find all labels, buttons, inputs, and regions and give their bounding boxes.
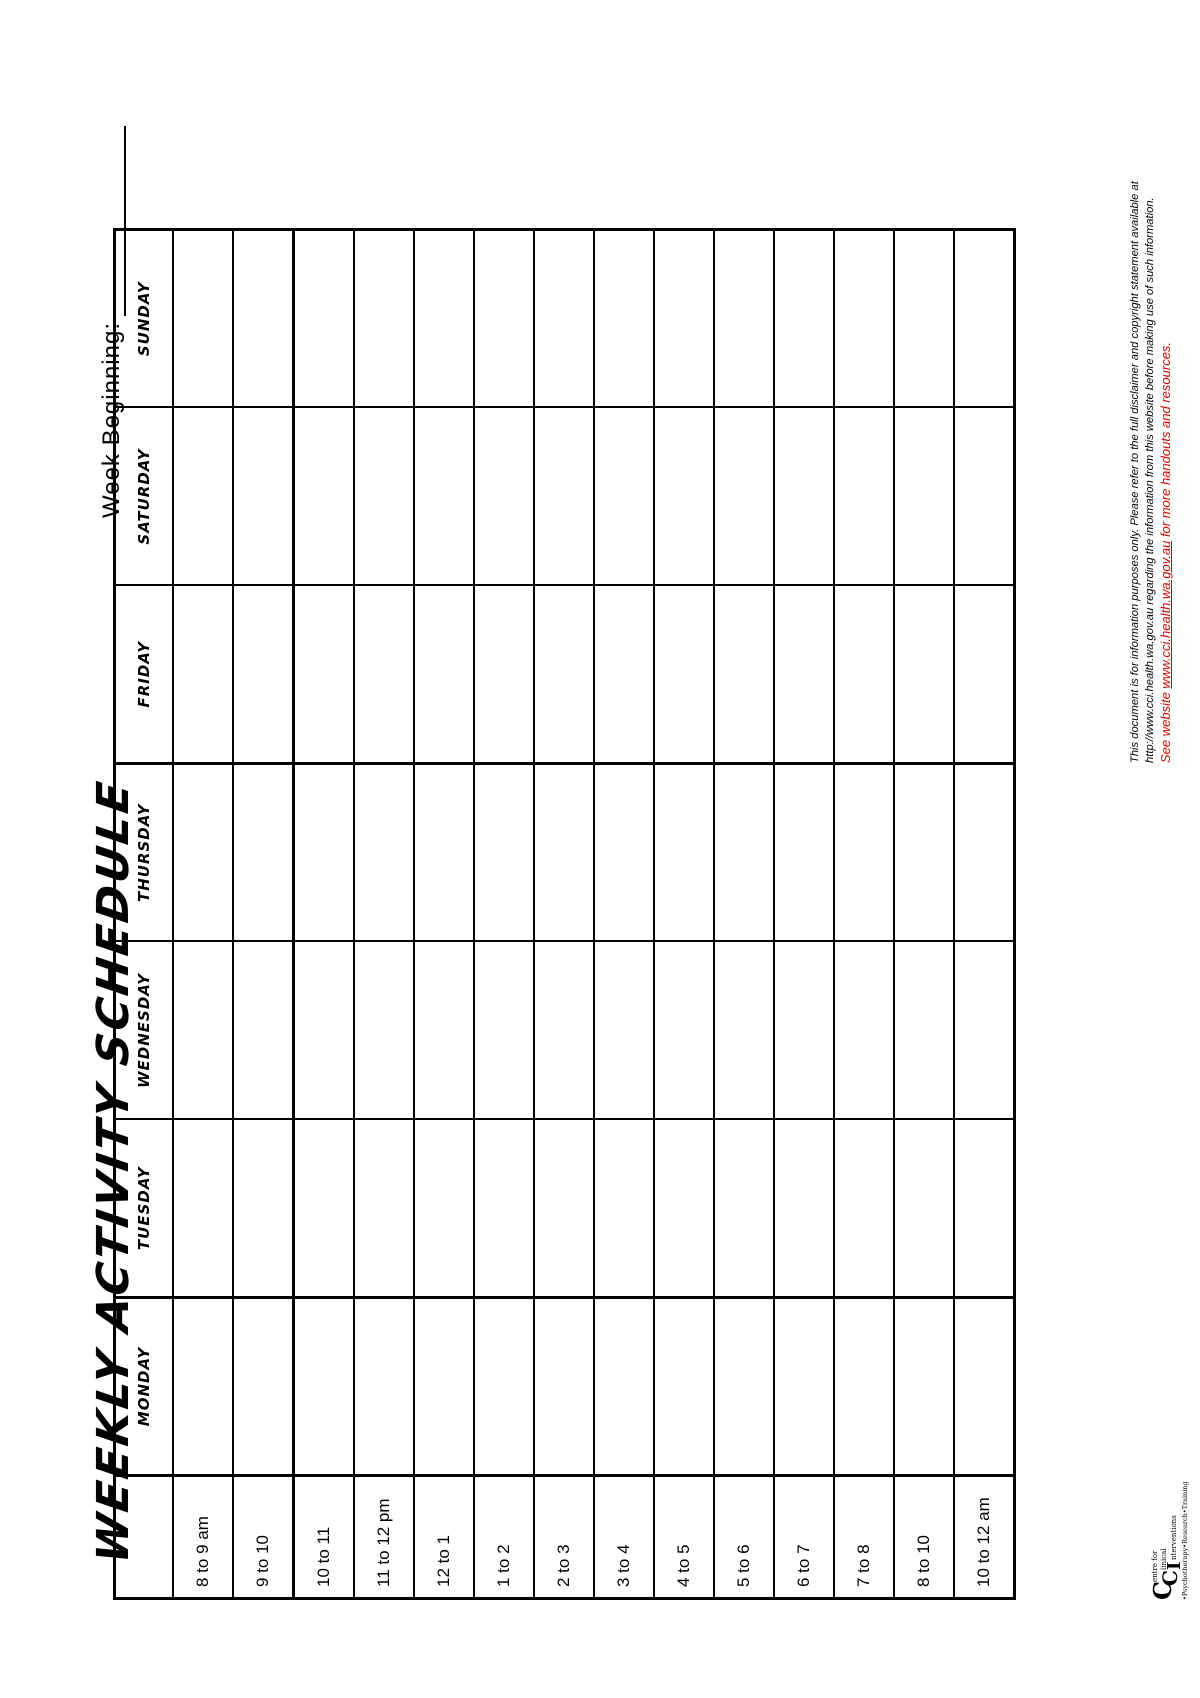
schedule-cell-monday[interactable] — [294, 1298, 355, 1476]
schedule-cell-wednesday[interactable] — [414, 942, 474, 1120]
schedule-cell-tuesday[interactable] — [834, 1120, 894, 1298]
schedule-cell-monday[interactable] — [474, 1298, 534, 1476]
schedule-cell-sunday[interactable] — [294, 230, 355, 408]
time-row — [354, 230, 414, 1599]
logo-c2-text: linical — [1160, 1548, 1168, 1570]
day-header-row — [115, 230, 174, 1599]
day-header-friday: FRIDAY — [115, 586, 174, 764]
schedule-cell-wednesday[interactable] — [594, 942, 654, 1120]
time-row — [534, 230, 594, 1599]
schedule-cell-tuesday[interactable] — [354, 1120, 414, 1298]
schedule-cell-saturday[interactable] — [294, 408, 355, 586]
time-row — [774, 230, 834, 1599]
time-row — [954, 230, 1015, 1599]
schedule-cell-saturday[interactable] — [233, 408, 294, 586]
schedule-cell-thursday[interactable] — [894, 764, 954, 942]
schedule-cell-tuesday[interactable] — [534, 1120, 594, 1298]
time-row — [654, 230, 714, 1599]
schedule-cell-tuesday[interactable] — [474, 1120, 534, 1298]
logo-tagline: •Psychotherapy•Research•Training — [1181, 1481, 1189, 1600]
schedule-cell-sunday[interactable] — [354, 230, 414, 408]
time-slot-label: 1 to 2 — [474, 1476, 534, 1599]
schedule-cell-friday[interactable] — [414, 586, 474, 764]
time-slot-label: 9 to 10 — [233, 1476, 294, 1599]
disclaimer-line-2: http://www.cci.health.wa.gov.au regarding the information from this website before making use of such information. — [1144, 197, 1156, 763]
schedule-cell-saturday[interactable] — [414, 408, 474, 586]
time-row — [714, 230, 774, 1599]
schedule-cell-monday[interactable] — [414, 1298, 474, 1476]
disclaimer-footer — [1128, 63, 1173, 763]
schedule-cell-wednesday[interactable] — [834, 942, 894, 1120]
schedule-cell-sunday[interactable] — [173, 230, 233, 408]
schedule-cell-tuesday[interactable] — [173, 1120, 233, 1298]
schedule-cell-wednesday[interactable] — [894, 942, 954, 1120]
time-row — [834, 230, 894, 1599]
schedule-cell-monday[interactable] — [534, 1298, 594, 1476]
schedule-cell-wednesday[interactable] — [534, 942, 594, 1120]
time-row — [594, 230, 654, 1599]
schedule-cell-wednesday[interactable] — [954, 942, 1015, 1120]
schedule-table — [113, 228, 1016, 1600]
schedule-cell-friday[interactable] — [834, 586, 894, 764]
schedule-cell-friday[interactable] — [354, 586, 414, 764]
schedule-cell-thursday[interactable] — [654, 764, 714, 942]
schedule-cell-thursday[interactable] — [954, 764, 1015, 942]
schedule-cell-saturday[interactable] — [594, 408, 654, 586]
schedule-cell-saturday[interactable] — [714, 408, 774, 586]
schedule-cell-wednesday[interactable] — [354, 942, 414, 1120]
time-slot-label: 10 to 11 — [294, 1476, 355, 1599]
schedule-cell-sunday[interactable] — [894, 230, 954, 408]
schedule-cell-friday[interactable] — [654, 586, 714, 764]
schedule-cell-monday[interactable] — [774, 1298, 834, 1476]
schedule-cell-saturday[interactable] — [354, 408, 414, 586]
time-slot-label: 8 to 9 am — [173, 1476, 233, 1599]
schedule-cell-tuesday[interactable] — [714, 1120, 774, 1298]
schedule-cell-thursday[interactable] — [414, 764, 474, 942]
disclaimer-line-1: This document is for information purposes only. Please refer to the full disclaimer and copyright statement available at — [1129, 181, 1141, 763]
schedule-cell-tuesday[interactable] — [294, 1120, 355, 1298]
logo-i: I — [1164, 1561, 1185, 1570]
schedule-cell-sunday[interactable] — [233, 230, 294, 408]
schedule-cell-monday[interactable] — [233, 1298, 294, 1476]
schedule-cell-thursday[interactable] — [294, 764, 355, 942]
time-row — [474, 230, 534, 1599]
schedule-cell-saturday[interactable] — [954, 408, 1015, 586]
website-prefix: See website — [1158, 688, 1173, 763]
website-link[interactable]: www.cci.health.wa.gov.au — [1158, 540, 1173, 689]
schedule-cell-friday[interactable] — [233, 586, 294, 764]
day-header-wednesday: WEDNESDAY — [115, 942, 174, 1120]
time-slot-label: 5 to 6 — [714, 1476, 774, 1599]
schedule-cell-thursday[interactable] — [233, 764, 294, 942]
schedule-cell-saturday[interactable] — [654, 408, 714, 586]
schedule-cell-tuesday[interactable] — [414, 1120, 474, 1298]
schedule-cell-friday[interactable] — [173, 586, 233, 764]
schedule-cell-tuesday[interactable] — [894, 1120, 954, 1298]
schedule-cell-thursday[interactable] — [714, 764, 774, 942]
schedule-cell-friday[interactable] — [474, 586, 534, 764]
schedule-cell-thursday[interactable] — [354, 764, 414, 942]
time-slot-label: 10 to 12 am — [954, 1476, 1015, 1599]
schedule-cell-wednesday[interactable] — [173, 942, 233, 1120]
schedule-cell-thursday[interactable] — [834, 764, 894, 942]
schedule-cell-friday[interactable] — [294, 586, 355, 764]
schedule-cell-friday[interactable] — [774, 586, 834, 764]
schedule-cell-monday[interactable] — [834, 1298, 894, 1476]
time-slot-label: 3 to 4 — [594, 1476, 654, 1599]
schedule-cell-friday[interactable] — [714, 586, 774, 764]
schedule-cell-monday[interactable] — [354, 1298, 414, 1476]
time-slot-label: 2 to 3 — [534, 1476, 594, 1599]
schedule-cell-wednesday[interactable] — [474, 942, 534, 1120]
schedule-cell-thursday[interactable] — [474, 764, 534, 942]
schedule-cell-monday[interactable] — [594, 1298, 654, 1476]
schedule-cell-tuesday[interactable] — [233, 1120, 294, 1298]
time-slot-label: 11 to 12 pm — [354, 1476, 414, 1599]
schedule-cell-monday[interactable] — [954, 1298, 1015, 1476]
time-row — [894, 230, 954, 1599]
schedule-cell-saturday[interactable] — [834, 408, 894, 586]
time-row — [173, 230, 233, 1599]
schedule-cell-saturday[interactable] — [534, 408, 594, 586]
schedule-cell-thursday[interactable] — [173, 764, 233, 942]
time-row — [414, 230, 474, 1599]
week-beginning-label: Week Beginning: — [98, 321, 125, 518]
schedule-cell-tuesday[interactable] — [774, 1120, 834, 1298]
schedule-cell-tuesday[interactable] — [654, 1120, 714, 1298]
schedule-cell-friday[interactable] — [534, 586, 594, 764]
logo-c1: C — [1148, 1580, 1177, 1600]
time-slot-label: 8 to 10 — [894, 1476, 954, 1599]
logo-i-text: nterventions — [1170, 1515, 1178, 1560]
schedule-cell-friday[interactable] — [894, 586, 954, 764]
schedule-cell-wednesday[interactable] — [714, 942, 774, 1120]
time-row — [294, 230, 355, 1599]
day-header-thursday: THURSDAY — [115, 764, 174, 942]
day-header-saturday: SATURDAY — [115, 408, 174, 586]
day-header-tuesday: TUESDAY — [115, 1120, 174, 1298]
schedule-cell-sunday[interactable] — [954, 230, 1015, 408]
schedule-cell-wednesday[interactable] — [774, 942, 834, 1120]
schedule-cell-thursday[interactable] — [534, 764, 594, 942]
schedule-cell-saturday[interactable] — [474, 408, 534, 586]
schedule-cell-tuesday[interactable] — [954, 1120, 1015, 1298]
schedule-cell-thursday[interactable] — [774, 764, 834, 942]
schedule-cell-monday[interactable] — [654, 1298, 714, 1476]
schedule-cell-sunday[interactable] — [774, 230, 834, 408]
schedule-cell-monday[interactable] — [173, 1298, 233, 1476]
schedule-cell-sunday[interactable] — [534, 230, 594, 408]
website-suffix: for more handouts and resources. — [1158, 341, 1173, 541]
logo-c2: C — [1158, 1570, 1182, 1586]
day-header-monday: MONDAY — [115, 1298, 174, 1476]
schedule-cell-thursday[interactable] — [594, 764, 654, 942]
time-row — [233, 230, 294, 1599]
schedule-cell-sunday[interactable] — [714, 230, 774, 408]
corner-cell — [115, 1476, 174, 1599]
time-slot-label: 4 to 5 — [654, 1476, 714, 1599]
day-header-sunday: SUNDAY — [115, 230, 174, 408]
schedule-cell-saturday[interactable] — [774, 408, 834, 586]
schedule-cell-friday[interactable] — [954, 586, 1015, 764]
logo-c1-text: entre for — [1151, 1550, 1159, 1582]
schedule-cell-friday[interactable] — [594, 586, 654, 764]
time-slot-label: 7 to 8 — [834, 1476, 894, 1599]
schedule-cell-sunday[interactable] — [654, 230, 714, 408]
schedule-cell-saturday[interactable] — [173, 408, 233, 586]
schedule-cell-saturday[interactable] — [894, 408, 954, 586]
schedule-cell-wednesday[interactable] — [294, 942, 355, 1120]
schedule-cell-monday[interactable] — [714, 1298, 774, 1476]
time-slot-label: 6 to 7 — [774, 1476, 834, 1599]
schedule-cell-monday[interactable] — [894, 1298, 954, 1476]
schedule-cell-sunday[interactable] — [834, 230, 894, 408]
schedule-cell-sunday[interactable] — [594, 230, 654, 408]
cci-logo — [1148, 1481, 1189, 1600]
page-title: WEEKLY ACTIVITY SCHEDULE — [88, 776, 139, 1567]
schedule-cell-wednesday[interactable] — [233, 942, 294, 1120]
website-line — [1158, 63, 1173, 763]
schedule-cell-wednesday[interactable] — [654, 942, 714, 1120]
schedule-cell-sunday[interactable] — [414, 230, 474, 408]
schedule-cell-tuesday[interactable] — [594, 1120, 654, 1298]
schedule-cell-sunday[interactable] — [474, 230, 534, 408]
time-slot-label: 12 to 1 — [414, 1476, 474, 1599]
